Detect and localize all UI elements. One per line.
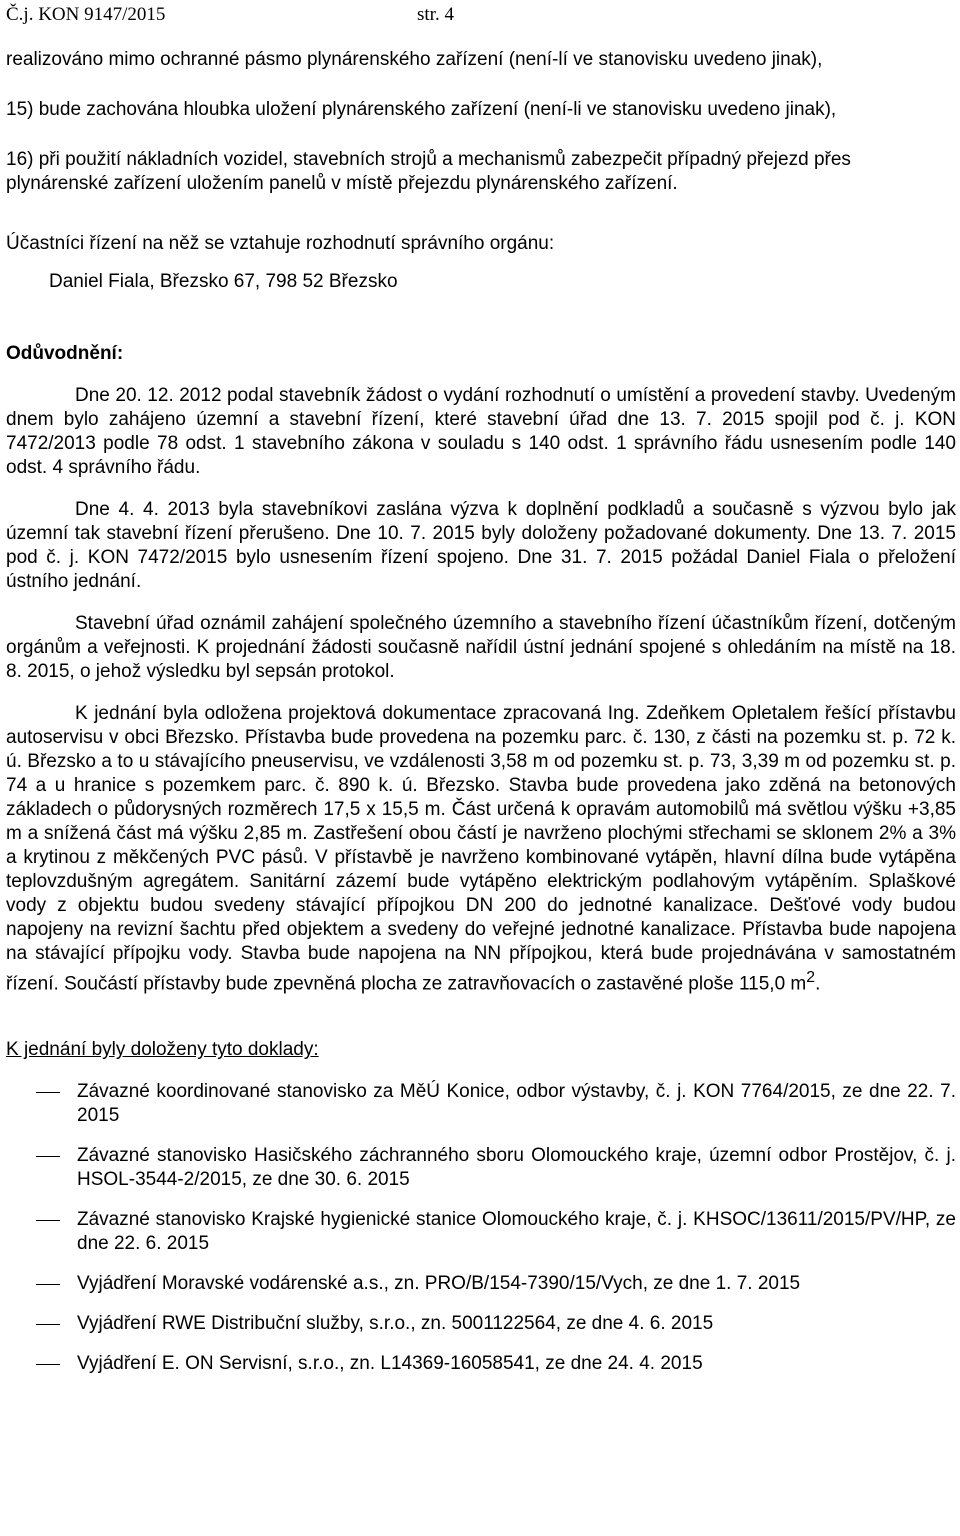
list-item xyxy=(6,1080,956,1128)
page-header xyxy=(6,3,946,27)
documents-heading: K jednání byly doloženy tyto doklady: xyxy=(6,1039,319,1061)
condition-14-continuation: realizováno mimo ochranné pásmo plynárenského zařízení (není-lí ve stanovisku uvedeno jinak), xyxy=(6,49,823,70)
list-item xyxy=(6,1144,956,1192)
reasoning-paragraph-3: Stavební úřad oznámil zahájení společného územního a stavebního řízení účastníkům řízení, dotčeným orgánům a veřejnosti. K projednání žádosti současně nařídil ústní jednání spojené s ohledáním na místě na 18. 8. 2015, o jehož výsledku byl sepsán protokol. xyxy=(6,613,956,682)
page-number: str. 4 xyxy=(417,4,454,25)
document-body xyxy=(6,48,956,1392)
document-item-text: Závazné koordinované stanovisko za MěÚ Konice, odbor výstavby, č. j. KON 7764/2015, ze dne 22. 7. 2015 xyxy=(77,1081,956,1127)
document-item-text: Vyjádření RWE Distribuční služby, s.r.o., zn. 5001122564, ze dne 4. 6. 2015 xyxy=(77,1313,714,1335)
reasoning-paragraph-1: Dne 20. 12. 2012 podal stavebník žádost o vydání rozhodnutí o umístění a provedení stavby. Uvedeným dnem bylo zahájeno územní a stavební řízení, které stavební úřad dne 13. 7. 2015 spojil pod č. j. KON 7472/2013 podle 78 odst. 1 stavebního zákona v souladu s 140 odst. 1 správního řádu usnesením podle 140 odst. 4 správního řádu. xyxy=(6,385,956,478)
reasoning-paragraph-4 xyxy=(6,702,956,996)
paragraph-end-period: . xyxy=(815,973,821,995)
area-unit-superscript: 2 xyxy=(806,969,816,986)
participants-heading: Účastníci řízení na něž se vztahuje rozhodnutí správního orgánu: xyxy=(6,233,555,254)
dash-bullet-icon xyxy=(36,1220,60,1221)
document-item-text: Vyjádření Moravské vodárenské a.s., zn. PRO/B/154-7390/15/Vych, ze dne 1. 7. 2015 xyxy=(77,1273,801,1295)
condition-15: 15) bude zachována hloubka uložení plynárenského zařízení (není-li ve stanovisku uvedeno jinak), xyxy=(6,99,837,120)
list-item xyxy=(6,1352,956,1376)
reasoning-paragraph-2: Dne 4. 4. 2013 byla stavebníkovi zaslána výzva k doplnění podkladů a současně s výzvou bylo jak územní tak stavební řízení přerušeno. Dne 10. 7. 2015 byly doloženy požadované dokumenty. Dne 13. 7. 2015 pod č. j. KON 7472/2015 bylo usnesením řízení spojeno. Dne 31. 7. 2015 požádal Daniel Fiala o přeložení ústního jednání. xyxy=(6,499,956,592)
dash-bullet-icon xyxy=(36,1324,60,1325)
reasoning-heading: Odůvodnění: xyxy=(6,343,124,364)
dash-bullet-icon xyxy=(36,1364,60,1365)
participant-name: Daniel Fiala, Březsko 67, 798 52 Březsko xyxy=(49,271,398,292)
list-item xyxy=(6,1208,956,1256)
list-item xyxy=(6,1312,956,1336)
dash-bullet-icon xyxy=(36,1284,60,1285)
dash-bullet-icon xyxy=(36,1092,60,1093)
documents-list xyxy=(6,1080,956,1376)
reasoning-paragraph-4-text: K jednání byla odložena projektová dokumentace zpracovaná Ing. Zdeňkem Opletalem řešící přístavbu autoservisu v obci Březsko. Přístavba bude provedena na pozemku parc. č. 130, z části na pozemku st. p. 72 k. ú. Březsko a to u stávajícího pneuservisu, ve vzdálenosti 3,58 m od pozemku st. p. 73, 3,39 m od pozemku st. p. 74 a u hranice s pozemkem parc. č. 890 k. ú. Březsko. Stavba bude provedena jako zděná na betonových základech o půdorysných rozměrech 17,5 x 15,5 m. Část určená k opravám automobilů má světlou výšku +3,85 m a snížená část má výšku 2,85 m. Zastřešení obou částí je navrženo plochými střechami se sklonem 2% a 3% a krytinou z měkčených PVC pásů. V přístavbě je navrženo kombinované vytápěn, hlavní dílna bude vytápěna teplovzdušným agregátem. Sanitární zázemí bude vytápěno elektrickým podlahovým vytápěním. Splaškové vody z objektu budou svedeny stávající přípojkou DN 200 do jednotné kanalizace. Dešťové vody budou napojeny na revizní šachtu před objektem a svedeny do veřejné jednotné kanalizace. Přístavba bude napojena na stávající přípojku vody. Stavba bude napojena na NN přípojkou, která bude projednávána v samostatném řízení. Součástí přístavby bude zpevněná plocha ze zatravňovacích o zastavěné ploše 115,0 m xyxy=(6,703,956,995)
condition-16: 16) při použití nákladních vozidel, stavebních strojů a mechanismů zabezpečit případný přejezd přes plynárenské zařízení uložením panelů v místě přejezdu plynárenského zařízení. xyxy=(6,149,851,194)
reference-number: Č.j. KON 9147/2015 xyxy=(6,4,166,25)
document-item-text: Závazné stanovisko Krajské hygienické stanice Olomouckého kraje, č. j. KHSOC/13611/2015/PV/HP, ze dne 22. 6. 2015 xyxy=(77,1209,956,1255)
dash-bullet-icon xyxy=(36,1156,60,1157)
list-item xyxy=(6,1272,956,1296)
document-item-text: Vyjádření E. ON Servisní, s.r.o., zn. L14369-16058541, ze dne 24. 4. 2015 xyxy=(77,1353,703,1375)
document-item-text: Závazné stanovisko Hasičského záchranného sboru Olomouckého kraje, územní odbor Prostějov, č. j. HSOL-3544-2/2015, ze dne 30. 6. 2015 xyxy=(77,1145,956,1191)
